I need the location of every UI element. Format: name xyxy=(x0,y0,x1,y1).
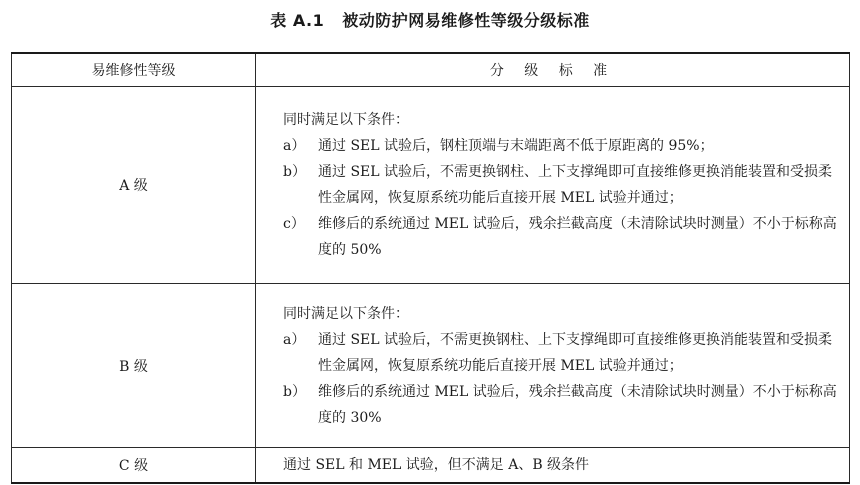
table-number: 表 A.1 xyxy=(270,11,325,30)
grade-table xyxy=(11,52,850,484)
table-row xyxy=(12,284,850,448)
grade-cell: A 级 xyxy=(12,87,256,284)
criteria-item xyxy=(283,379,839,431)
criteria-cell xyxy=(256,284,850,448)
item-label: a） xyxy=(283,331,306,348)
header-row xyxy=(12,53,850,87)
item-label: c） xyxy=(283,216,305,232)
item-label: a） xyxy=(283,138,306,154)
criteria-item xyxy=(283,327,839,379)
item-label: b） xyxy=(283,383,306,400)
item-text: 维修后的系统通过 MEL 试验后，残余拦截高度（未清除试块时测量）不小于标称高度的 30% xyxy=(318,383,837,426)
header-grade: 易维修性等级 xyxy=(12,53,256,87)
table-row xyxy=(12,87,850,284)
table-caption xyxy=(0,8,860,31)
criteria-item xyxy=(283,211,839,263)
criteria-intro: 同时满足以下条件： xyxy=(283,112,409,128)
item-text: 通过 SEL 试验后，不需更换钢柱、上下支撑绳即可直接维修更换消能装置和受损柔性金属网，恢复原系统功能后直接开展 MEL 试验并通过； xyxy=(318,164,833,206)
grade-cell: C 级 xyxy=(12,448,256,484)
criteria-cell xyxy=(256,87,850,284)
item-text: 通过 SEL 试验后，钢柱顶端与末端距离不低于原距离的 95%； xyxy=(318,138,714,154)
item-label: b） xyxy=(283,164,306,180)
criteria-item xyxy=(283,133,839,159)
table-title: 被动防护网易维修性等级分级标准 xyxy=(342,11,590,30)
criteria-intro: 同时满足以下条件： xyxy=(283,305,409,322)
table-row xyxy=(12,448,850,484)
criteria-cell: 通过 SEL 和 MEL 试验，但不满足 A、B 级条件 xyxy=(256,448,850,484)
header-criteria: 分 级 标 准 xyxy=(256,53,850,87)
item-text: 通过 SEL 试验后，不需更换钢柱、上下支撑绳即可直接维修更换消能装置和受损柔性金属网，恢复原系统功能后直接开展 MEL 试验并通过； xyxy=(318,331,833,374)
item-text: 维修后的系统通过 MEL 试验后，残余拦截高度（未清除试块时测量）不小于标称高度的 50% xyxy=(318,216,837,258)
grade-cell: B 级 xyxy=(12,284,256,448)
criteria-item xyxy=(283,159,839,211)
